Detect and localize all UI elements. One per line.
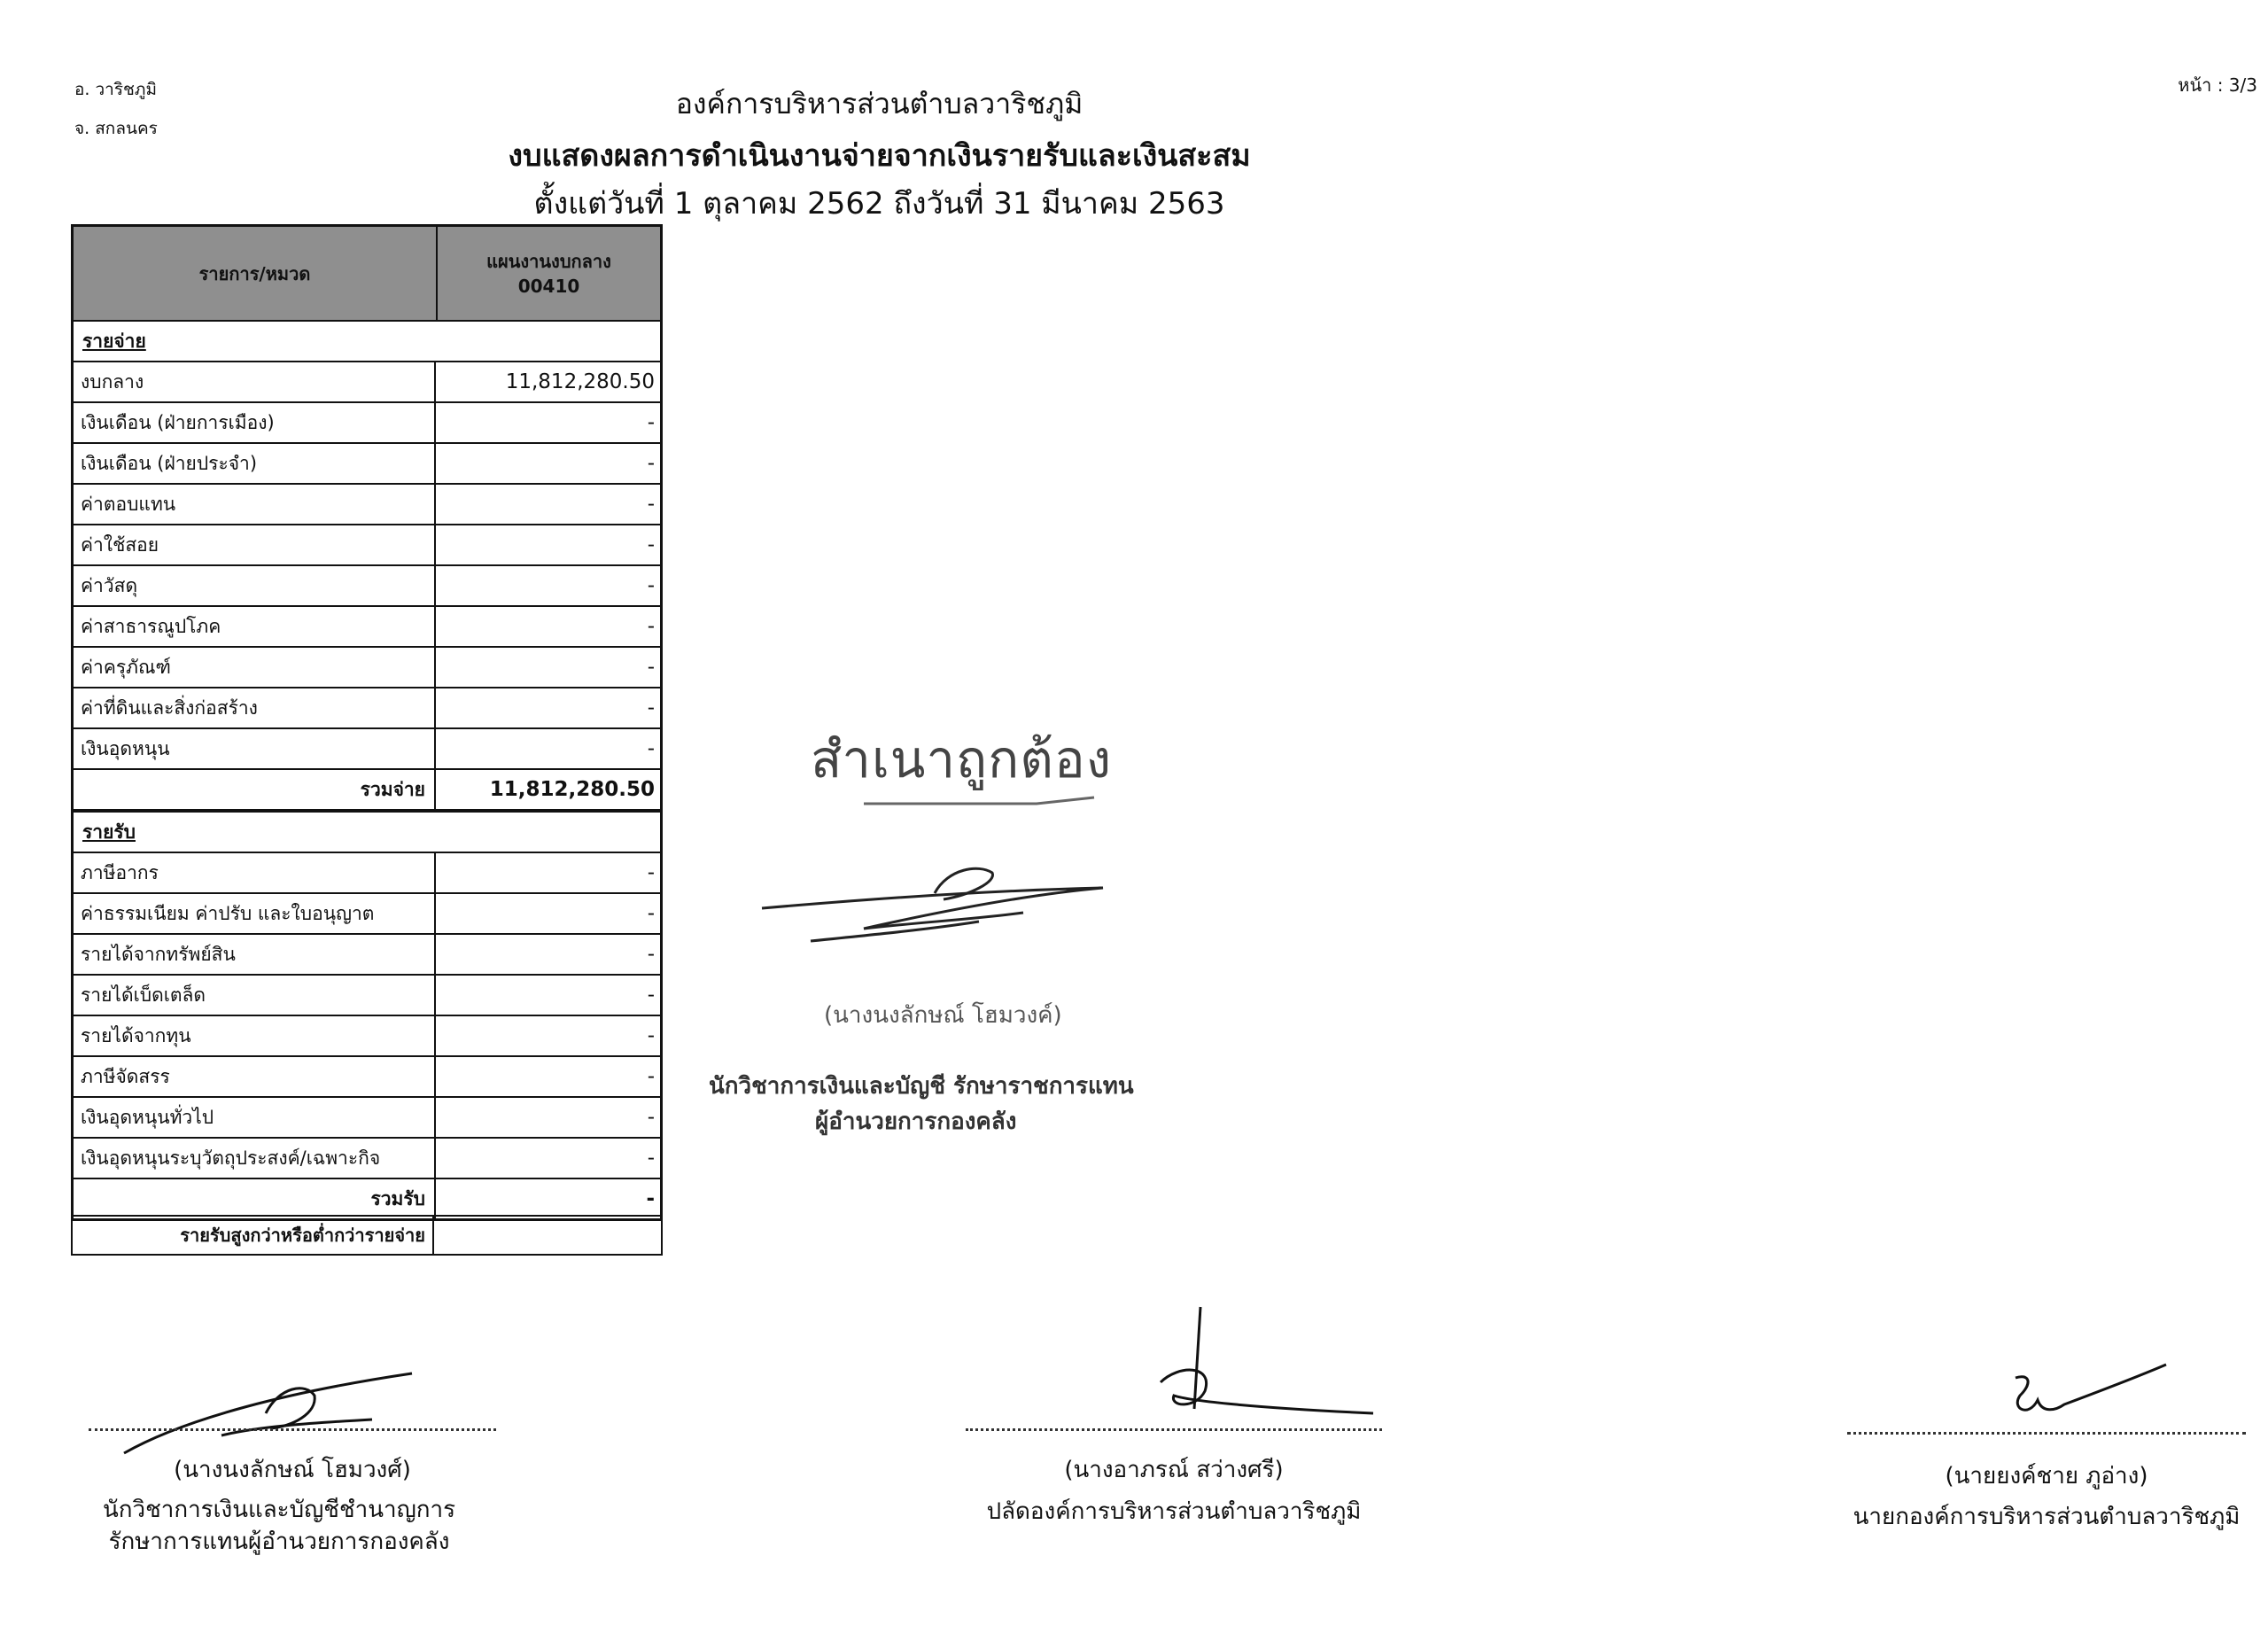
table-row — [74, 1057, 660, 1098]
row-label: ค่าธรรมเนียม ค่าปรับ และใบอนุญาต — [74, 894, 436, 933]
expense-total-label: รวมจ่าย — [74, 770, 436, 809]
expense-section-heading: รายจ่าย — [74, 322, 660, 362]
column-header-plan — [438, 227, 660, 320]
row-value: - — [647, 902, 655, 925]
signature-2-mark — [1134, 1303, 1382, 1418]
table-row — [74, 1016, 660, 1057]
table-row — [74, 688, 660, 729]
row-value: - — [647, 533, 655, 556]
table-row — [74, 607, 660, 648]
net-result-row — [71, 1215, 663, 1256]
income-section-heading: รายรับ — [74, 811, 660, 853]
signature-2-name: (นางอาภรณ์ สว่างศรี) — [1064, 1457, 1284, 1483]
row-value: - — [647, 615, 655, 638]
row-label: ค่าครุภัณฑ์ — [74, 648, 436, 687]
net-result-value — [434, 1217, 661, 1254]
row-label: ค่าใช้สอย — [74, 525, 436, 564]
table-row — [74, 1139, 660, 1178]
income-rows — [74, 853, 660, 1178]
signature-3-line — [1847, 1432, 2246, 1435]
table-row — [74, 935, 660, 976]
table-row — [74, 362, 660, 403]
row-label: รายได้จากทุน — [74, 1016, 436, 1055]
column-header-plan-name: แผนงานงบกลาง — [486, 250, 611, 272]
table-row — [74, 853, 660, 894]
expense-rows — [74, 362, 660, 768]
row-label: เงินอุดหนุนระบุวัตถุประสงค์/เฉพาะกิจ — [74, 1139, 436, 1178]
certified-copy-stamp: สำเนาถูกต้อง — [811, 729, 1113, 789]
row-value: - — [647, 984, 655, 1007]
table-row — [74, 729, 660, 768]
row-value: - — [647, 861, 655, 884]
income-total-value: - — [646, 1187, 655, 1210]
row-value: - — [647, 696, 655, 719]
row-label: ภาษีจัดสรร — [74, 1057, 436, 1096]
table-row — [74, 976, 660, 1016]
row-label: เงินอุดหนุน — [74, 729, 436, 768]
signature-1-name: (นางนงลักษณ์ โฮมวงศ์) — [174, 1457, 411, 1483]
row-label: รายได้เบ็ดเตล็ด — [74, 976, 436, 1015]
row-label: ค่าตอบแทน — [74, 485, 436, 524]
table-row — [74, 485, 660, 525]
table-row — [74, 444, 660, 485]
signature-1-mark — [115, 1365, 425, 1462]
table-row — [74, 566, 660, 607]
row-value: - — [647, 574, 655, 597]
table-row — [74, 1098, 660, 1139]
row-label: เงินอุดหนุนทั่วไป — [74, 1098, 436, 1137]
signature-3-name: (นายยงค์ชาย ภูอ่าง) — [1945, 1463, 2148, 1490]
stamp-signature — [757, 851, 1112, 957]
row-value: - — [647, 737, 655, 760]
stamp-department: ผู้อำนวยการกองคลัง — [815, 1108, 1017, 1135]
table-row — [74, 648, 660, 688]
row-label: เงินเดือน (ฝ่ายประจำ) — [74, 444, 436, 483]
table-row — [74, 894, 660, 935]
signature-3-mark — [2002, 1356, 2171, 1427]
stamp-position: นักวิชาการเงินและบัญชี รักษาราชการแทน — [709, 1073, 1134, 1100]
province-label: จ. สกลนคร — [74, 119, 158, 138]
row-value: - — [647, 1106, 655, 1129]
signature-2-position: ปลัดองค์การบริหารส่วนตำบลวาริชภูมิ — [986, 1498, 1362, 1525]
signature-2-line — [966, 1428, 1382, 1431]
financial-table — [71, 224, 663, 1221]
district-label: อ. วาริชภูมิ — [74, 80, 157, 99]
row-value: - — [647, 1147, 655, 1170]
page-number: หน้า : 3/3 — [2178, 74, 2257, 96]
income-total-label: รวมรับ — [74, 1179, 436, 1218]
net-result-label: รายรับสูงกว่าหรือต่ำกว่ารายจ่าย — [73, 1217, 434, 1254]
table-row — [74, 525, 660, 566]
row-value: - — [647, 452, 655, 475]
row-label: ค่าที่ดินและสิ่งก่อสร้าง — [74, 688, 436, 727]
row-value: - — [647, 1065, 655, 1088]
stamp-underline — [859, 793, 1099, 820]
row-value: 11,812,280.50 — [505, 370, 655, 393]
signature-1-position-2: รักษาการแทนผู้อำนวยการกองคลัง — [108, 1528, 450, 1555]
income-total-row — [74, 1178, 660, 1218]
row-value: - — [647, 656, 655, 679]
signature-3-position: นายกองค์การบริหารส่วนตำบลวาริชภูมิ — [1852, 1504, 2241, 1530]
row-value: - — [647, 411, 655, 434]
table-header — [74, 227, 660, 322]
row-label: เงินเดือน (ฝ่ายการเมือง) — [74, 403, 436, 442]
expense-total-row — [74, 768, 660, 811]
row-label: งบกลาง — [74, 362, 436, 401]
expense-total-value: 11,812,280.50 — [489, 778, 655, 801]
row-label: ภาษีอากร — [74, 853, 436, 892]
column-header-item: รายการ/หมวด — [74, 227, 438, 320]
report-period: ตั้งแต่วันที่ 1 ตุลาคม 2562 ถึงวันที่ 31 มีนาคม 2563 — [533, 186, 1225, 222]
signature-1-position: นักวิชาการเงินและบัญชีชำนาญการ — [102, 1497, 456, 1523]
column-header-plan-code: 00410 — [517, 275, 580, 297]
row-label: รายได้จากทรัพย์สิน — [74, 935, 436, 974]
org-name: องค์การบริหารส่วนตำบลวาริชภูมิ — [675, 87, 1084, 121]
row-value: - — [647, 943, 655, 966]
table-row — [74, 403, 660, 444]
signature-1-line — [89, 1428, 496, 1431]
row-label: ค่าวัสดุ — [74, 566, 436, 605]
row-value: - — [647, 1024, 655, 1047]
report-title: งบแสดงผลการดำเนินงานจ่ายจากเงินรายรับและเงินสะสม — [508, 138, 1251, 174]
stamp-name: (นางนงลักษณ์ โฮมวงค์) — [824, 1002, 1062, 1029]
row-value: - — [647, 493, 655, 516]
row-label: ค่าสาธารณูปโภค — [74, 607, 436, 646]
